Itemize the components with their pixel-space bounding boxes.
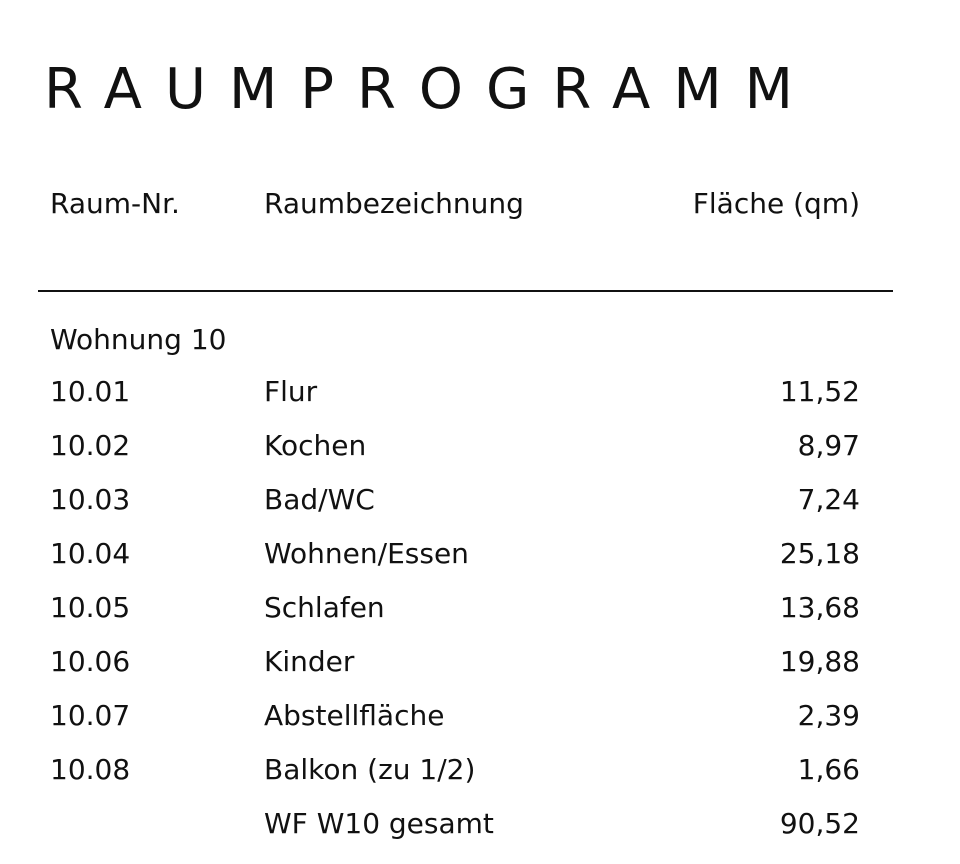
total-row — [0, 806, 960, 842]
total-area: 90,52 — [779, 807, 860, 840]
room-number: 10.06 — [50, 645, 131, 678]
room-name: Schlafen — [264, 591, 385, 624]
table-row — [0, 482, 960, 536]
table-row — [0, 752, 960, 806]
room-number: 10.05 — [50, 591, 131, 624]
total-label: WF W10 gesamt — [264, 807, 494, 840]
group-label: Wohnung 10 — [50, 323, 227, 356]
room-name: Kinder — [264, 645, 355, 678]
room-area: 13,68 — [779, 591, 860, 624]
table-row — [0, 590, 960, 644]
room-area: 19,88 — [779, 645, 860, 678]
header-room-name: Raumbezeichnung — [264, 187, 524, 220]
room-area: 2,39 — [797, 699, 860, 732]
room-name: Kochen — [264, 429, 367, 462]
table-row — [0, 374, 960, 428]
header-room-number: Raum-Nr. — [50, 187, 180, 220]
room-name: Balkon (zu 1/2) — [264, 753, 476, 786]
table-row — [0, 644, 960, 698]
room-name: Flur — [264, 375, 318, 408]
table-row — [0, 536, 960, 590]
page-title: RAUMPROGRAMM — [44, 57, 816, 122]
table-header — [0, 186, 960, 222]
room-number: 10.03 — [50, 483, 131, 516]
room-area: 7,24 — [797, 483, 860, 516]
room-name: Bad/WC — [264, 483, 375, 516]
room-area: 11,52 — [779, 375, 860, 408]
table-row — [0, 698, 960, 752]
room-name: Abstellfläche — [264, 699, 445, 732]
room-area: 8,97 — [797, 429, 860, 462]
room-area: 1,66 — [797, 753, 860, 786]
header-area: Fläche (qm) — [692, 187, 860, 220]
room-number: 10.01 — [50, 375, 131, 408]
room-number: 10.07 — [50, 699, 131, 732]
header-divider — [38, 290, 893, 292]
room-number: 10.08 — [50, 753, 131, 786]
room-name: Wohnen/Essen — [264, 537, 469, 570]
table-row — [0, 428, 960, 482]
room-list — [0, 374, 960, 806]
room-number: 10.04 — [50, 537, 131, 570]
room-area: 25,18 — [779, 537, 860, 570]
room-number: 10.02 — [50, 429, 131, 462]
